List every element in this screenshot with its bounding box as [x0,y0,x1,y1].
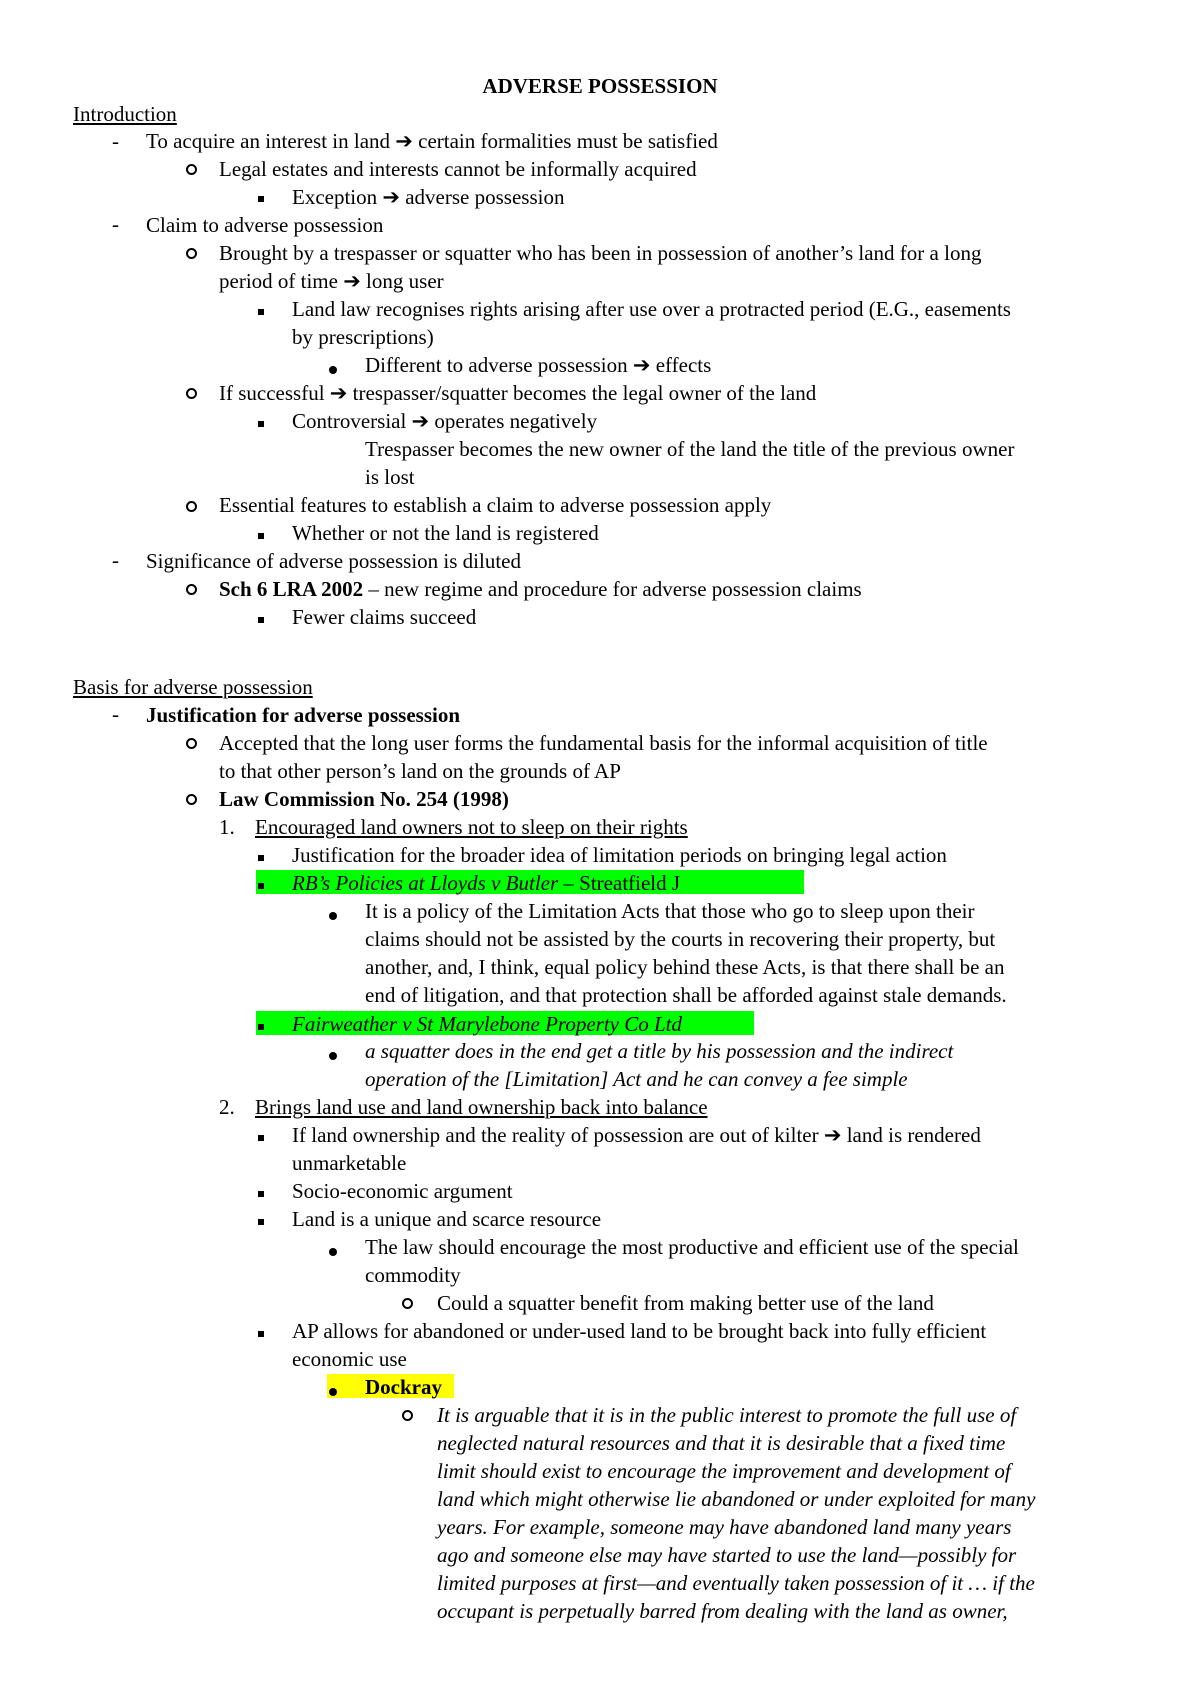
quote-line: limit should exist to encourage the improvement and development of [437,1459,1011,1483]
quote-line: occupant is perpetually barred from dealing with the land as owner, [437,1599,1008,1623]
circle-bullet-icon [402,1288,413,1316]
round-bullet-icon [329,353,337,381]
basis-line: Justification for the broader idea of limitation periods on bringing legal action [292,843,947,867]
case-name: RB’s Policies at Lloyds v Butler [292,871,559,895]
round-bullet-icon [329,1235,337,1263]
quote-line: limited purposes at first—and eventually taken possession of it … if the [437,1571,1035,1595]
quote-line: another, and, I think, equal policy behind these Acts, is that there shall be an [365,955,1005,979]
intro-line: Brought by a trespasser or squatter who has been in possession of another’s land for a long [219,241,982,265]
quote-line: ago and someone else may have started to use the land—possibly for [437,1543,1017,1567]
quote-line: years. For example, someone may have abandoned land many years [437,1515,1012,1539]
intro-heading: Introduction [73,102,177,126]
round-bullet-icon [329,1375,337,1403]
intro-line [219,575,862,603]
quote-line: It is a policy of the Limitation Acts that those who go to sleep upon their [365,899,975,923]
intro-line: Essential features to establish a claim to adverse possession apply [219,493,772,517]
intro-line: Fewer claims succeed [292,605,477,629]
basis-line: The law should encourage the most productive and efficient use of the special [365,1235,1019,1259]
dash-bullet-icon: - [112,548,119,572]
case-line [292,869,680,897]
basis-line: economic use [292,1347,407,1371]
intro-line: Claim to adverse possession [146,213,384,237]
square-bullet-icon [258,1204,264,1232]
circle-bullet-icon [186,238,197,266]
intro-line: period of time ➔ long user [219,269,444,293]
intro-line: Exception ➔ adverse possession [292,185,565,209]
author-name: Dockray [365,1375,442,1399]
intro-line: Whether or not the land is registered [292,521,599,545]
circle-bullet-icon [186,154,197,182]
quote-line: land which might otherwise lie abandoned or under exploited for many [437,1487,1036,1511]
basis-line: If land ownership and the reality of possession are out of kilter ➔ land is rendered [292,1123,981,1147]
quote-line: neglected natural resources and that it is desirable that a fixed time [437,1431,1006,1455]
square-bullet-icon [258,1009,264,1037]
numbered-marker: 2. [219,1095,235,1119]
intro-line: by prescriptions) [292,325,434,349]
basis-line: Accepted that the long user forms the fundamental basis for the informal acquisition of title [219,731,988,755]
dash-bullet-icon: - [112,702,119,726]
basis-line: Could a squatter benefit from making better use of the land [437,1291,934,1315]
round-bullet-icon [329,1039,337,1067]
intro-line: Significance of adverse possession is diluted [146,549,522,573]
circle-bullet-icon [402,1400,413,1428]
intro-line: Controversial ➔ operates negatively [292,409,598,433]
square-bullet-icon [258,518,264,546]
basis-line: to that other person’s land on the grounds of AP [219,759,621,783]
basis-line: unmarketable [292,1151,407,1175]
basis-heading: Basis for adverse possession [73,675,313,699]
circle-bullet-icon [186,784,197,812]
square-bullet-icon [258,1316,264,1344]
circle-bullet-icon [186,491,197,519]
square-bullet-icon [258,1120,264,1148]
intro-line: Trespasser becomes the new owner of the land the title of the previous owner [365,437,1015,461]
dash-bullet-icon: - [112,212,119,236]
square-bullet-icon [258,840,264,868]
square-bullet-icon [258,181,264,209]
case-judge: – Streatfield J [558,871,681,895]
dash-bullet-icon: - [112,129,119,153]
circle-bullet-icon [186,378,197,406]
intro-line: If successful ➔ trespasser/squatter becomes the legal owner of the land [219,381,817,405]
square-bullet-icon [258,1176,264,1204]
numbered-marker: 1. [219,815,235,839]
circle-bullet-icon [186,728,197,756]
intro-line: Land law recognises rights arising after use over a protracted period (E.G., easements [292,297,1011,321]
numbered-item: Encouraged land owners not to sleep on their rights [255,815,688,839]
quote-line: claims should not be assisted by the courts in recovering their property, but [365,927,996,951]
intro-line: To acquire an interest in land ➔ certain formalities must be satisfied [146,129,718,153]
basis-line: AP allows for abandoned or under-used land to be brought back into fully efficient [292,1319,987,1343]
quote-line: a squatter does in the end get a title by his possession and the indirect [365,1039,954,1063]
quote-line: It is arguable that it is in the public interest to promote the full use of [437,1403,1017,1427]
quote-line: operation of the [Limitation] Act and he can convey a fee simple [365,1067,908,1091]
basis-line: Socio-economic argument [292,1179,513,1203]
square-bullet-icon [258,294,264,322]
intro-line: Legal estates and interests cannot be informally acquired [219,157,697,181]
square-bullet-icon [258,602,264,630]
intro-line: Different to adverse possession ➔ effects [365,353,712,377]
case-line: Fairweather v St Marylebone Property Co Ltd [292,1012,682,1036]
statute-reference: Sch 6 LRA 2002 [219,577,364,601]
basis-line: Land is a unique and scarce resource [292,1207,602,1231]
square-bullet-icon [258,868,264,896]
round-bullet-icon [329,899,337,927]
numbered-item: Brings land use and land ownership back into balance [255,1095,708,1119]
circle-bullet-icon [186,574,197,602]
statute-description: – new regime and procedure for adverse possession claims [363,577,862,601]
basis-line: Law Commission No. 254 (1998) [219,787,509,811]
document-title: ADVERSE POSSESSION [482,74,718,98]
basis-line: Justification for adverse possession [146,703,461,727]
basis-line: commodity [365,1263,461,1287]
square-bullet-icon [258,406,264,434]
quote-line: end of litigation, and that protection shall be afforded against stale demands. [365,983,1007,1007]
intro-line: is lost [365,465,415,489]
